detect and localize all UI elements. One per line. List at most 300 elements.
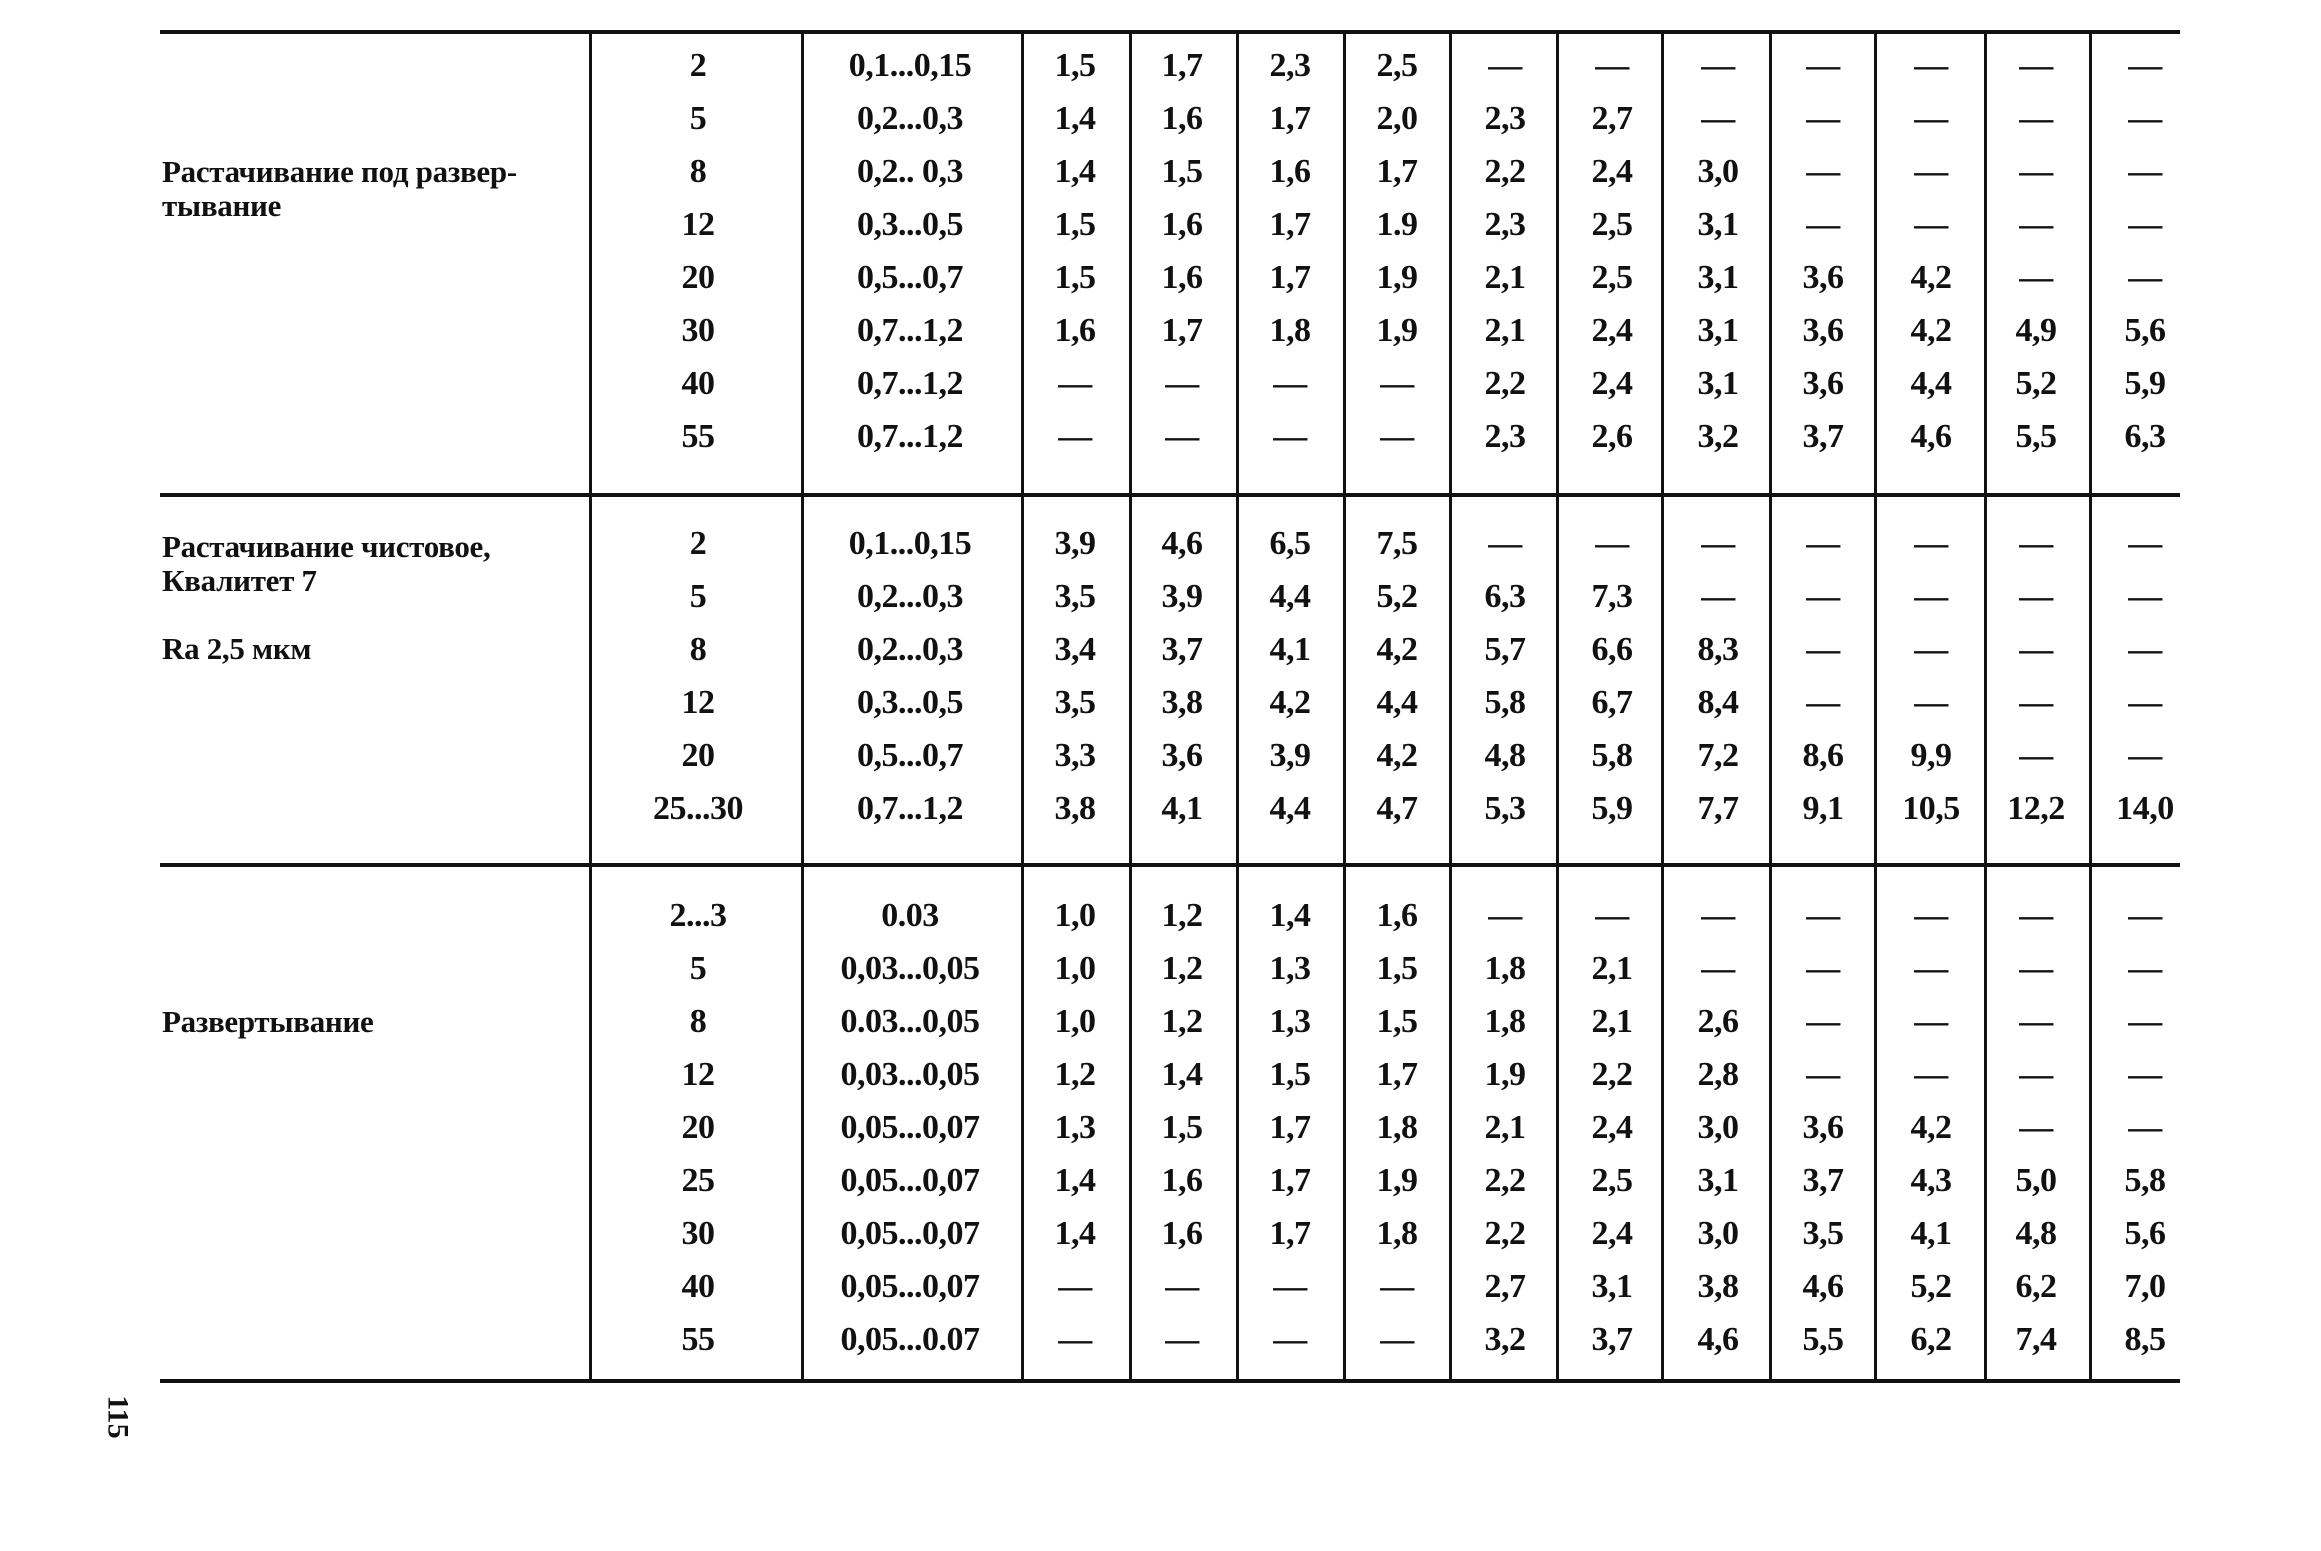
column-divider <box>2089 865 2092 1381</box>
diameter-cell: 12 <box>681 684 715 721</box>
depth-cell: 0,5...0,7 <box>857 259 963 296</box>
column-divider <box>801 32 804 495</box>
diameter-cell: 12 <box>681 1056 715 1093</box>
column-divider <box>1343 495 1346 865</box>
time-value-cell: — <box>2019 631 2053 668</box>
column-divider <box>1449 865 1452 1381</box>
time-value-cell: 1,9 <box>1376 312 1418 349</box>
time-value-cell: — <box>1806 578 1840 615</box>
diameter-cell: 40 <box>681 1268 715 1305</box>
diameter-cell: 20 <box>681 1109 715 1146</box>
diameter-cell: 2 <box>689 47 707 84</box>
time-value-cell: — <box>2128 1109 2162 1146</box>
time-value-cell: 3,2 <box>1484 1321 1526 1358</box>
time-value-cell: — <box>2128 737 2162 774</box>
time-value-cell: — <box>2128 631 2162 668</box>
time-value-cell: 1,3 <box>1054 1109 1096 1146</box>
time-value-cell: 1,4 <box>1269 897 1311 934</box>
time-value-cell: — <box>1914 153 1948 190</box>
time-value-cell: 4,3 <box>1910 1162 1952 1199</box>
time-value-cell: — <box>1058 418 1092 455</box>
column-divider <box>1021 495 1024 865</box>
time-value-cell: — <box>1914 206 1948 243</box>
time-value-cell: 5,2 <box>2015 365 2057 402</box>
time-value-cell: — <box>2019 153 2053 190</box>
time-value-cell: 10,5 <box>1902 790 1960 827</box>
diameter-cell: 5 <box>689 950 707 987</box>
time-value-cell: 4,7 <box>1376 790 1418 827</box>
time-value-cell: 7,2 <box>1697 737 1739 774</box>
operation-label: Развертывание <box>162 1004 374 1039</box>
time-value-cell: — <box>1058 365 1092 402</box>
time-value-cell: 4,2 <box>1376 737 1418 774</box>
time-value-cell: — <box>2019 1003 2053 1040</box>
diameter-cell: 12 <box>681 206 715 243</box>
time-value-cell: — <box>2019 100 2053 137</box>
time-value-cell: 3,6 <box>1802 259 1844 296</box>
diameter-cell: 20 <box>681 737 715 774</box>
time-value-cell: 1.9 <box>1376 206 1418 243</box>
time-value-cell: — <box>1914 1003 1948 1040</box>
depth-cell: 0,7...1,2 <box>857 418 963 455</box>
time-value-cell: 1,6 <box>1161 259 1203 296</box>
time-value-cell: 4,8 <box>1484 737 1526 774</box>
time-value-cell: 4,1 <box>1910 1215 1952 1252</box>
depth-cell: 0,7...1,2 <box>857 312 963 349</box>
time-value-cell: — <box>1914 684 1948 721</box>
time-value-cell: — <box>1806 47 1840 84</box>
time-value-cell: — <box>1806 684 1840 721</box>
time-value-cell: 2,6 <box>1591 418 1633 455</box>
time-value-cell: 6,6 <box>1591 631 1633 668</box>
time-value-cell: 3,8 <box>1161 684 1203 721</box>
time-value-cell: — <box>1806 100 1840 137</box>
table-rule <box>160 863 2180 867</box>
time-value-cell: — <box>2128 897 2162 934</box>
time-value-cell: 3,1 <box>1697 1162 1739 1199</box>
time-value-cell: 3,6 <box>1802 1109 1844 1146</box>
time-value-cell: — <box>1380 365 1414 402</box>
time-value-cell: 1,6 <box>1161 206 1203 243</box>
time-value-cell: 2,1 <box>1591 950 1633 987</box>
time-value-cell: 3,0 <box>1697 1215 1739 1252</box>
time-value-cell: 1,6 <box>1269 153 1311 190</box>
time-value-cell: 2,0 <box>1376 100 1418 137</box>
time-value-cell: 2,4 <box>1591 312 1633 349</box>
depth-cell: 0,2...0,3 <box>857 631 963 668</box>
time-value-cell: 5,8 <box>1484 684 1526 721</box>
time-value-cell: — <box>2128 259 2162 296</box>
time-value-cell: 3,8 <box>1697 1268 1739 1305</box>
time-value-cell: — <box>1806 206 1840 243</box>
time-value-cell: — <box>2019 1109 2053 1146</box>
column-divider <box>1129 865 1132 1381</box>
time-value-cell: 1,6 <box>1161 100 1203 137</box>
time-value-cell: 4,4 <box>1269 790 1311 827</box>
depth-cell: 0,7...1,2 <box>857 790 963 827</box>
diameter-cell: 25...30 <box>653 790 743 827</box>
time-value-cell: 2,4 <box>1591 365 1633 402</box>
time-value-cell: 2,2 <box>1484 1162 1526 1199</box>
depth-cell: 0,1...0,15 <box>848 47 972 84</box>
time-value-cell: 5,0 <box>2015 1162 2057 1199</box>
time-value-cell: 5,5 <box>2015 418 2057 455</box>
time-value-cell: 1,0 <box>1054 1003 1096 1040</box>
time-value-cell: 4,2 <box>1269 684 1311 721</box>
column-divider <box>1236 865 1239 1381</box>
time-value-cell: 4,6 <box>1802 1268 1844 1305</box>
column-divider <box>1874 495 1877 865</box>
column-divider <box>1129 32 1132 495</box>
time-value-cell: 3,9 <box>1161 578 1203 615</box>
diameter-cell: 2...3 <box>669 897 727 934</box>
time-value-cell: 1,6 <box>1161 1215 1203 1252</box>
time-value-cell: — <box>2128 950 2162 987</box>
time-value-cell: — <box>1914 578 1948 615</box>
time-value-cell: 4,4 <box>1910 365 1952 402</box>
time-value-cell: — <box>1380 1321 1414 1358</box>
time-value-cell: 4,2 <box>1910 1109 1952 1146</box>
time-value-cell: 1,4 <box>1054 1215 1096 1252</box>
table-rule <box>160 1379 2180 1383</box>
time-value-cell: — <box>1488 47 1522 84</box>
time-value-cell: — <box>1701 100 1735 137</box>
time-value-cell: 1,4 <box>1161 1056 1203 1093</box>
time-value-cell: 2,1 <box>1484 1109 1526 1146</box>
time-value-cell: 4,2 <box>1910 312 1952 349</box>
time-value-cell: — <box>1914 897 1948 934</box>
time-value-cell: — <box>1806 897 1840 934</box>
time-value-cell: 4,9 <box>2015 312 2057 349</box>
time-value-cell: 2,1 <box>1591 1003 1633 1040</box>
time-value-cell: — <box>1806 1056 1840 1093</box>
time-value-cell: 3,7 <box>1802 1162 1844 1199</box>
time-value-cell: 3,6 <box>1802 312 1844 349</box>
diameter-cell: 5 <box>689 578 707 615</box>
diameter-cell: 8 <box>689 631 707 668</box>
time-value-cell: — <box>2128 153 2162 190</box>
time-value-cell: 8,5 <box>2124 1321 2166 1358</box>
time-value-cell: — <box>2019 206 2053 243</box>
time-value-cell: 2,7 <box>1591 100 1633 137</box>
time-value-cell: 2,2 <box>1484 1215 1526 1252</box>
depth-cell: 0,2...0,3 <box>857 578 963 615</box>
depth-cell: 0,5...0,7 <box>857 737 963 774</box>
time-value-cell: — <box>2128 525 2162 562</box>
time-value-cell: 3,3 <box>1054 737 1096 774</box>
time-value-cell: 7,4 <box>2015 1321 2057 1358</box>
time-value-cell: 1,3 <box>1269 950 1311 987</box>
time-value-cell: 5,3 <box>1484 790 1526 827</box>
column-divider <box>1021 32 1024 495</box>
time-value-cell: — <box>1380 418 1414 455</box>
time-value-cell: 2,5 <box>1591 1162 1633 1199</box>
time-value-cell: 1,9 <box>1376 259 1418 296</box>
time-value-cell: 1,7 <box>1269 206 1311 243</box>
depth-cell: 0.03 <box>881 897 939 934</box>
time-value-cell: 4,6 <box>1910 418 1952 455</box>
time-value-cell: 1,7 <box>1376 1056 1418 1093</box>
time-value-cell: — <box>1701 897 1735 934</box>
time-value-cell: 2,7 <box>1484 1268 1526 1305</box>
time-value-cell: 4,1 <box>1161 790 1203 827</box>
time-value-cell: — <box>1914 950 1948 987</box>
time-value-cell: 1,5 <box>1054 206 1096 243</box>
time-value-cell: — <box>1273 1268 1307 1305</box>
time-value-cell: — <box>1914 631 1948 668</box>
time-value-cell: 1,6 <box>1376 897 1418 934</box>
time-value-cell: 1,8 <box>1376 1109 1418 1146</box>
time-value-cell: 2,1 <box>1484 312 1526 349</box>
diameter-cell: 30 <box>681 1215 715 1252</box>
depth-cell: 0,03...0,05 <box>840 950 980 987</box>
time-value-cell: 3,6 <box>1161 737 1203 774</box>
time-value-cell: 3,6 <box>1802 365 1844 402</box>
time-value-cell: — <box>2019 578 2053 615</box>
diameter-cell: 25 <box>681 1162 715 1199</box>
time-value-cell: 9,9 <box>1910 737 1952 774</box>
time-value-cell: 2,5 <box>1591 206 1633 243</box>
time-value-cell: — <box>1806 153 1840 190</box>
time-value-cell: 1,7 <box>1161 47 1203 84</box>
time-value-cell: 3,1 <box>1697 206 1739 243</box>
time-value-cell: 4,2 <box>1910 259 1952 296</box>
time-value-cell: 4,1 <box>1269 631 1311 668</box>
column-divider <box>1874 865 1877 1381</box>
time-value-cell: 1,6 <box>1161 1162 1203 1199</box>
time-value-cell: 2,4 <box>1591 153 1633 190</box>
diameter-cell: 5 <box>689 100 707 137</box>
time-value-cell: 1,2 <box>1161 1003 1203 1040</box>
time-value-cell: 3,1 <box>1591 1268 1633 1305</box>
time-value-cell: — <box>1701 525 1735 562</box>
time-value-cell: — <box>1806 631 1840 668</box>
column-divider <box>1129 495 1132 865</box>
time-value-cell: 7,3 <box>1591 578 1633 615</box>
time-value-cell: 2,4 <box>1591 1109 1633 1146</box>
time-value-cell: — <box>2019 737 2053 774</box>
time-value-cell: 1,7 <box>1376 153 1418 190</box>
time-value-cell: — <box>2128 578 2162 615</box>
diameter-cell: 8 <box>689 1003 707 1040</box>
time-value-cell: 6,5 <box>1269 525 1311 562</box>
diameter-cell: 55 <box>681 1321 715 1358</box>
time-value-cell: 3,0 <box>1697 153 1739 190</box>
time-value-cell: 1,5 <box>1269 1056 1311 1093</box>
time-value-cell: 3,8 <box>1054 790 1096 827</box>
column-divider <box>1984 865 1987 1381</box>
column-divider <box>1021 865 1024 1381</box>
table-rule <box>160 493 2180 497</box>
column-divider <box>1556 32 1559 495</box>
diameter-cell: 20 <box>681 259 715 296</box>
column-divider <box>1769 32 1772 495</box>
time-value-cell: — <box>1165 1268 1199 1305</box>
time-value-cell: — <box>1380 1268 1414 1305</box>
time-value-cell: — <box>1701 47 1735 84</box>
time-value-cell: — <box>1488 897 1522 934</box>
depth-cell: 0.03...0,05 <box>840 1003 980 1040</box>
time-value-cell: — <box>2019 684 2053 721</box>
column-divider <box>1236 495 1239 865</box>
time-value-cell: — <box>1914 525 1948 562</box>
column-divider <box>1556 865 1559 1381</box>
column-divider <box>801 495 804 865</box>
time-value-cell: 1,7 <box>1269 1215 1311 1252</box>
time-value-cell: — <box>1806 1003 1840 1040</box>
time-value-cell: 1,5 <box>1161 1109 1203 1146</box>
time-value-cell: 7,0 <box>2124 1268 2166 1305</box>
time-value-cell: — <box>1165 418 1199 455</box>
depth-cell: 0,3...0,5 <box>857 684 963 721</box>
time-value-cell: 3,1 <box>1697 365 1739 402</box>
time-value-cell: 6,2 <box>1910 1321 1952 1358</box>
time-value-cell: — <box>2019 47 2053 84</box>
depth-cell: 0,03...0,05 <box>840 1056 980 1093</box>
column-divider <box>1449 32 1452 495</box>
time-value-cell: 3,9 <box>1269 737 1311 774</box>
time-value-cell: 8,6 <box>1802 737 1844 774</box>
time-value-cell: — <box>1273 418 1307 455</box>
time-value-cell: — <box>1273 1321 1307 1358</box>
time-value-cell: 1,9 <box>1484 1056 1526 1093</box>
time-value-cell: — <box>2128 100 2162 137</box>
diameter-cell: 55 <box>681 418 715 455</box>
time-value-cell: 1,5 <box>1054 259 1096 296</box>
column-divider <box>1449 495 1452 865</box>
time-value-cell: 1,0 <box>1054 897 1096 934</box>
time-value-cell: 1,8 <box>1484 1003 1526 1040</box>
time-value-cell: — <box>2019 259 2053 296</box>
time-value-cell: 9,1 <box>1802 790 1844 827</box>
time-value-cell: 1,7 <box>1269 1109 1311 1146</box>
time-value-cell: 1,6 <box>1054 312 1096 349</box>
time-value-cell: — <box>2128 1003 2162 1040</box>
time-value-cell: 3,4 <box>1054 631 1096 668</box>
depth-cell: 0,05...0,07 <box>840 1109 980 1146</box>
time-value-cell: 2,8 <box>1697 1056 1739 1093</box>
column-divider <box>589 495 592 865</box>
column-divider <box>1984 495 1987 865</box>
time-value-cell: — <box>1914 1056 1948 1093</box>
column-divider <box>2089 32 2092 495</box>
time-value-cell: — <box>1914 100 1948 137</box>
time-value-cell: — <box>1165 1321 1199 1358</box>
time-value-cell: 3,1 <box>1697 259 1739 296</box>
operation-label: Растачивание под развер- тывание <box>162 154 517 223</box>
time-value-cell: 1,2 <box>1054 1056 1096 1093</box>
time-value-cell: — <box>2019 525 2053 562</box>
time-value-cell: 5,5 <box>1802 1321 1844 1358</box>
time-value-cell: — <box>1595 897 1629 934</box>
column-divider <box>1236 32 1239 495</box>
time-value-cell: 2,5 <box>1376 47 1418 84</box>
time-value-cell: 8,4 <box>1697 684 1739 721</box>
time-value-cell: 5,9 <box>1591 790 1633 827</box>
time-value-cell: 5,2 <box>1376 578 1418 615</box>
diameter-cell: 8 <box>689 153 707 190</box>
time-value-cell: — <box>1595 47 1629 84</box>
time-value-cell: 2,4 <box>1591 1215 1633 1252</box>
time-value-cell: 7,7 <box>1697 790 1739 827</box>
depth-cell: 0,1...0,15 <box>848 525 972 562</box>
time-value-cell: 1,7 <box>1269 1162 1311 1199</box>
depth-cell: 0,2.. 0,3 <box>857 153 963 190</box>
time-value-cell: 7,5 <box>1376 525 1418 562</box>
time-value-cell: 12,2 <box>2007 790 2065 827</box>
time-value-cell: — <box>1595 525 1629 562</box>
column-divider <box>1769 495 1772 865</box>
diameter-cell: 30 <box>681 312 715 349</box>
time-value-cell: 3,2 <box>1697 418 1739 455</box>
diameter-cell: 2 <box>689 525 707 562</box>
time-value-cell: 4,6 <box>1697 1321 1739 1358</box>
depth-cell: 0,05...0,07 <box>840 1268 980 1305</box>
time-value-cell: — <box>2019 897 2053 934</box>
depth-cell: 0,3...0,5 <box>857 206 963 243</box>
column-divider <box>1556 495 1559 865</box>
time-value-cell: 2,2 <box>1484 153 1526 190</box>
time-value-cell: 4,4 <box>1269 578 1311 615</box>
column-divider <box>589 32 592 495</box>
time-value-cell: 5,6 <box>2124 1215 2166 1252</box>
time-value-cell: 3,9 <box>1054 525 1096 562</box>
time-value-cell: 1,7 <box>1269 100 1311 137</box>
column-divider <box>1343 865 1346 1381</box>
time-value-cell: 5,7 <box>1484 631 1526 668</box>
column-divider <box>589 865 592 1381</box>
time-value-cell: — <box>1806 525 1840 562</box>
column-divider <box>1661 495 1664 865</box>
column-divider <box>1661 865 1664 1381</box>
time-value-cell: 6,3 <box>1484 578 1526 615</box>
time-value-cell: 3,0 <box>1697 1109 1739 1146</box>
time-value-cell: 6,3 <box>2124 418 2166 455</box>
time-value-cell: 2,5 <box>1591 259 1633 296</box>
time-value-cell: 1,2 <box>1161 897 1203 934</box>
page-number: 115 <box>101 1395 135 1439</box>
time-value-cell: 1,0 <box>1054 950 1096 987</box>
column-divider <box>801 865 804 1381</box>
time-value-cell: — <box>1488 525 1522 562</box>
column-divider <box>1984 32 1987 495</box>
time-value-cell: 3,7 <box>1161 631 1203 668</box>
time-value-cell: 4,6 <box>1161 525 1203 562</box>
time-value-cell: 14,0 <box>2116 790 2174 827</box>
time-value-cell: 5,2 <box>1910 1268 1952 1305</box>
time-value-cell: 1,5 <box>1161 153 1203 190</box>
time-value-cell: 2,3 <box>1269 47 1311 84</box>
time-value-cell: 1,2 <box>1161 950 1203 987</box>
diameter-cell: 40 <box>681 365 715 402</box>
time-value-cell: 1,5 <box>1376 1003 1418 1040</box>
time-value-cell: 5,9 <box>2124 365 2166 402</box>
time-value-cell: 1,3 <box>1269 1003 1311 1040</box>
depth-cell: 0,05...0.07 <box>840 1321 980 1358</box>
time-value-cell: 3,7 <box>1591 1321 1633 1358</box>
depth-cell: 0,05...0,07 <box>840 1162 980 1199</box>
time-value-cell: 1,9 <box>1376 1162 1418 1199</box>
time-value-cell: — <box>1806 950 1840 987</box>
time-value-cell: 5,6 <box>2124 312 2166 349</box>
time-value-cell: 2,3 <box>1484 206 1526 243</box>
table-rule <box>160 30 2180 34</box>
depth-cell: 0,7...1,2 <box>857 365 963 402</box>
time-value-cell: — <box>1165 365 1199 402</box>
time-value-cell: 4,4 <box>1376 684 1418 721</box>
time-value-cell: 2,2 <box>1591 1056 1633 1093</box>
time-value-cell: 3,5 <box>1054 578 1096 615</box>
